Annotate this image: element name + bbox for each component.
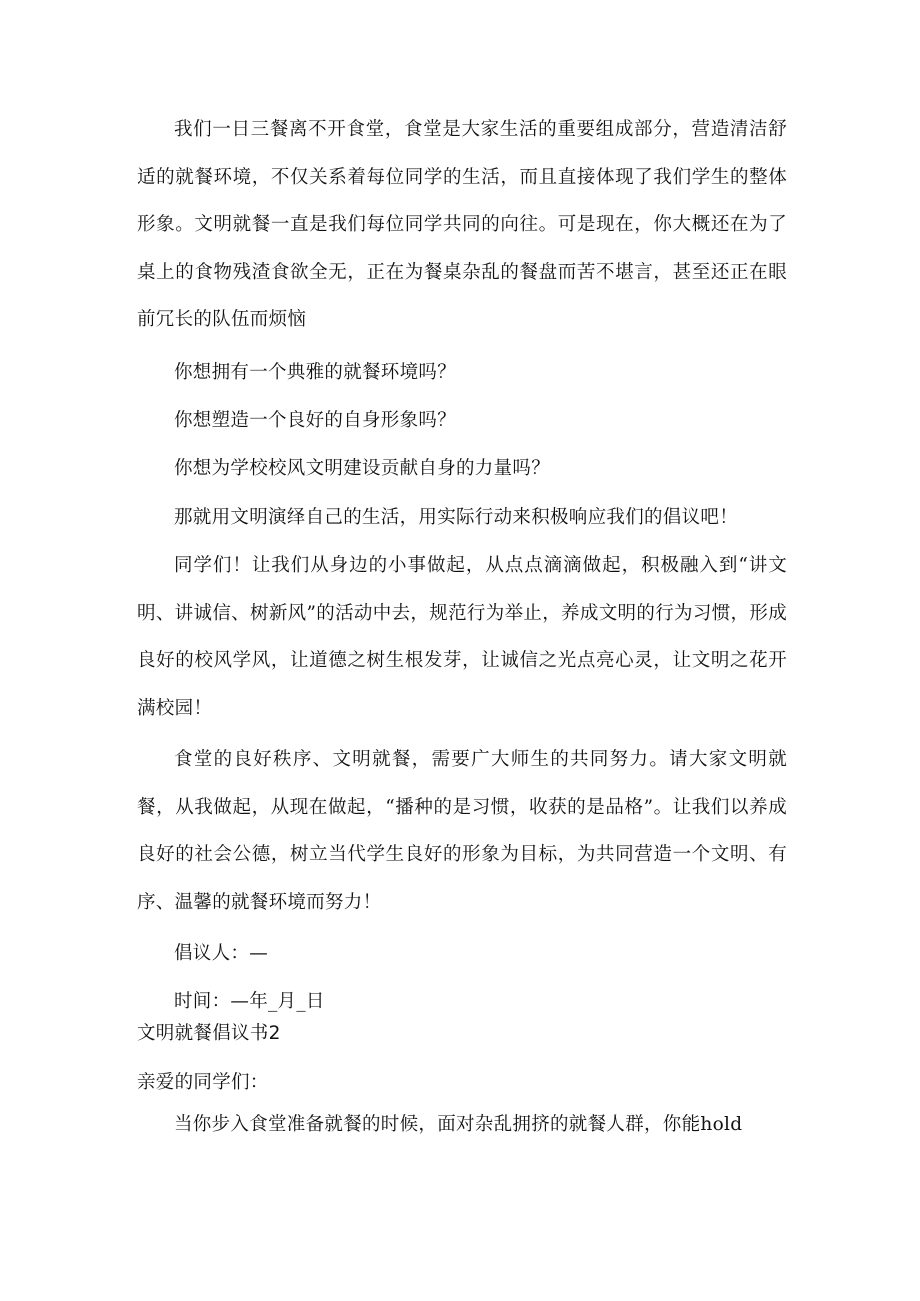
paragraph-initiator: 倡议人：— — [174, 943, 269, 964]
paragraph-last: 当你步入食堂准备就餐的时候，面对杂乱拥挤的就餐人群，你能hold — [174, 1114, 743, 1135]
paragraph-intro: 我们一日三餐离不开食堂，食堂是大家生活的重要组成部分，营造清洁舒适的就餐环境，不仅关系着每位同学的生活，而且直接体现了我们学生的整体形象。文明就餐一直是我们每位同学共同的向往。可是现在，你大概还在为了桌上的食物残渣食欲全无，正在为餐桌杂乱的餐盘而苦不堪言，甚至还正在眼前冗长的队伍而烦恼 — [137, 119, 787, 330]
paragraph-question-2: 你想塑造一个良好的自身形象吗？ — [174, 410, 457, 431]
section-title: 文明就餐倡议书2 — [137, 1023, 281, 1044]
paragraph-question-3: 你想为学校校风文明建设贡献自身的力量吗？ — [174, 458, 551, 479]
paragraph-canteen-order: 食堂的良好秩序、文明就餐，需要广大师生的共同努力。请大家文明就餐，从我做起，从现在做起，“播种的是习惯，收获的是品格”。让我们以养成良好的社会公德，树立当代学生良好的形象为目标，为共同营造一个文明、有序、温馨的就餐环境而努力！ — [137, 749, 787, 913]
paragraph-call-to-action: 那就用文明演绎自己的生活，用实际行动来积极响应我们的倡议吧！ — [174, 507, 739, 528]
paragraph-question-1: 你想拥有一个典雅的就餐环境吗？ — [174, 362, 457, 383]
paragraph-students: 同学们！让我们从身边的小事做起，从点点滴滴做起，积极融入到“讲文明、讲诚信、树新风”的活动中去，规范行为举止，养成文明的行为习惯，形成良好的校风学风，让道德之树生根发芽，让诚信之光点亮心灵，让文明之花开满校园！ — [137, 555, 787, 719]
salutation: 亲爱的同学们： — [137, 1072, 269, 1093]
paragraph-date: 时间：—年_月_日 — [174, 991, 325, 1012]
